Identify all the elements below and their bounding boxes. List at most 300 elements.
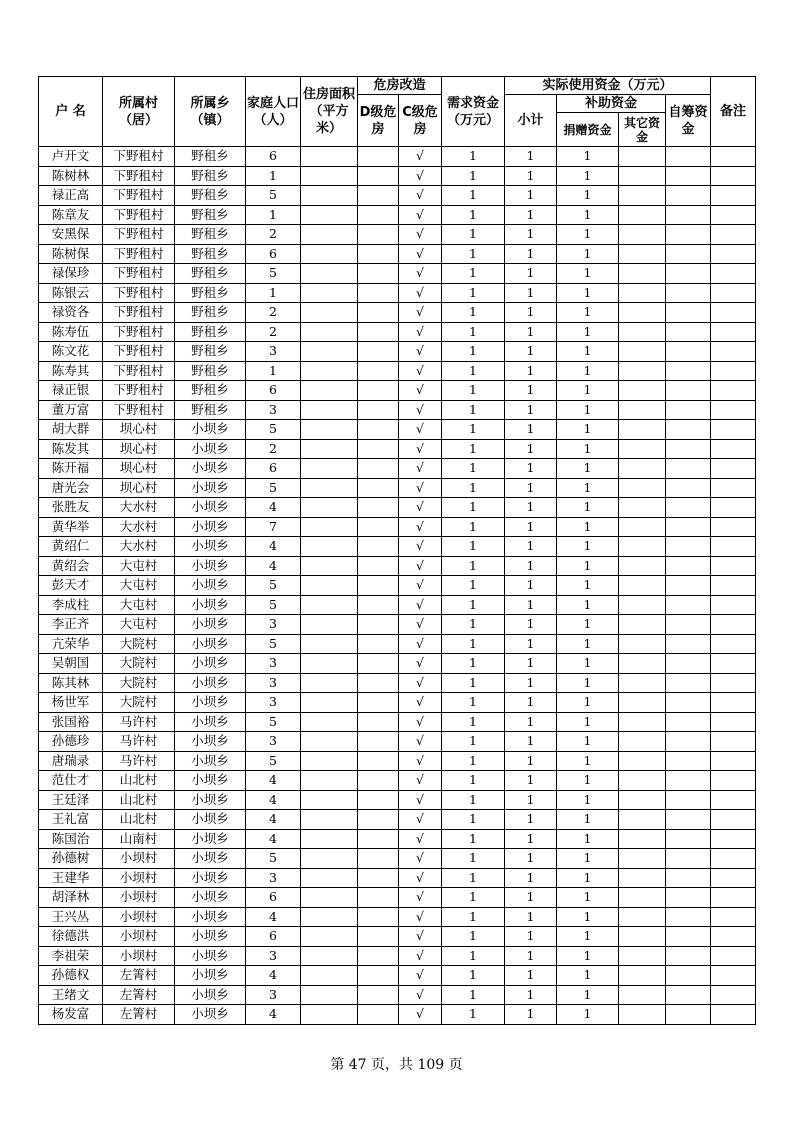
cell-level-c: √: [399, 381, 442, 401]
cell-level-c: √: [399, 829, 442, 849]
cell-subtotal: 1: [505, 673, 557, 693]
cell-demand: 1: [442, 361, 505, 381]
cell-remark: [711, 264, 756, 284]
cell-village: 下野租村: [103, 381, 175, 401]
cell-remark: [711, 244, 756, 264]
table-row: [39, 868, 756, 888]
cell-demand: 1: [442, 595, 505, 615]
cell-level-d: [358, 205, 399, 225]
cell-township: 小坝乡: [175, 712, 246, 732]
cell-population: 6: [246, 459, 301, 479]
cell-level-d: [358, 459, 399, 479]
header-name: 户 名: [39, 77, 103, 147]
table-row: [39, 498, 756, 518]
table-row: [39, 303, 756, 323]
table-row: [39, 712, 756, 732]
cell-township: 野租乡: [175, 381, 246, 401]
cell-area: [301, 595, 358, 615]
cell-name: 王绪文: [39, 985, 103, 1005]
cell-area: [301, 381, 358, 401]
cell-remark: [711, 712, 756, 732]
cell-subtotal: 1: [505, 303, 557, 323]
table-row: [39, 225, 756, 245]
cell-level-c: √: [399, 400, 442, 420]
cell-name: 陈寿其: [39, 361, 103, 381]
cell-area: [301, 576, 358, 596]
cell-township: 小坝乡: [175, 927, 246, 947]
cell-village: 左箐村: [103, 1005, 175, 1025]
cell-other: [619, 498, 666, 518]
cell-township: 野租乡: [175, 166, 246, 186]
cell-subtotal: 1: [505, 868, 557, 888]
cell-name: 黄绍会: [39, 556, 103, 576]
cell-remark: [711, 985, 756, 1005]
cell-name: 陈国治: [39, 829, 103, 849]
cell-area: [301, 771, 358, 791]
cell-village: 小坝村: [103, 927, 175, 947]
cell-township: 小坝乡: [175, 868, 246, 888]
cell-donation: 1: [557, 303, 619, 323]
cell-remark: [711, 771, 756, 791]
cell-other: [619, 907, 666, 927]
table-row: [39, 595, 756, 615]
cell-village: 大屯村: [103, 615, 175, 635]
cell-demand: 1: [442, 498, 505, 518]
cell-other: [619, 634, 666, 654]
cell-demand: 1: [442, 576, 505, 596]
cell-other: [619, 576, 666, 596]
cell-level-d: [358, 556, 399, 576]
header-subtotal: 小计: [505, 95, 557, 147]
cell-village: 下野租村: [103, 322, 175, 342]
cell-demand: 1: [442, 478, 505, 498]
table-row: [39, 732, 756, 752]
cell-level-d: [358, 244, 399, 264]
table-row: [39, 166, 756, 186]
cell-donation: 1: [557, 420, 619, 440]
cell-village: 左箐村: [103, 985, 175, 1005]
cell-remark: [711, 1005, 756, 1025]
cell-demand: 1: [442, 400, 505, 420]
header-demand: 需求资金（万元）: [442, 77, 505, 147]
cell-donation: 1: [557, 1005, 619, 1025]
cell-area: [301, 478, 358, 498]
cell-remark: [711, 439, 756, 459]
cell-demand: 1: [442, 420, 505, 440]
cell-demand: 1: [442, 849, 505, 869]
table-row: [39, 381, 756, 401]
cell-area: [301, 634, 358, 654]
cell-township: 小坝乡: [175, 693, 246, 713]
table-row: [39, 771, 756, 791]
cell-demand: 1: [442, 244, 505, 264]
cell-name: 李祖荣: [39, 946, 103, 966]
cell-self-raised: [666, 225, 711, 245]
cell-name: 李正齐: [39, 615, 103, 635]
table-row: [39, 400, 756, 420]
cell-other: [619, 264, 666, 284]
cell-area: [301, 166, 358, 186]
table-row: [39, 322, 756, 342]
cell-level-d: [358, 537, 399, 557]
cell-self-raised: [666, 361, 711, 381]
cell-subtotal: 1: [505, 186, 557, 206]
cell-remark: [711, 361, 756, 381]
table-body: [39, 147, 756, 1025]
cell-level-d: [358, 751, 399, 771]
cell-self-raised: [666, 712, 711, 732]
cell-village: 小坝村: [103, 888, 175, 908]
cell-village: 左箐村: [103, 966, 175, 986]
cell-demand: 1: [442, 283, 505, 303]
cell-donation: 1: [557, 166, 619, 186]
cell-level-d: [358, 478, 399, 498]
cell-name: 亢荣华: [39, 634, 103, 654]
cell-demand: 1: [442, 322, 505, 342]
cell-population: 4: [246, 907, 301, 927]
cell-township: 野租乡: [175, 225, 246, 245]
cell-population: 5: [246, 595, 301, 615]
cell-area: [301, 810, 358, 830]
cell-remark: [711, 673, 756, 693]
cell-remark: [711, 946, 756, 966]
cell-name: 黄绍仁: [39, 537, 103, 557]
cell-level-d: [358, 283, 399, 303]
cell-self-raised: [666, 147, 711, 167]
cell-donation: 1: [557, 946, 619, 966]
cell-demand: 1: [442, 985, 505, 1005]
cell-village: 下野租村: [103, 147, 175, 167]
cell-subtotal: 1: [505, 361, 557, 381]
cell-remark: [711, 420, 756, 440]
cell-self-raised: [666, 283, 711, 303]
cell-demand: 1: [442, 381, 505, 401]
cell-population: 3: [246, 654, 301, 674]
cell-population: 2: [246, 303, 301, 323]
cell-demand: 1: [442, 654, 505, 674]
cell-level-c: √: [399, 186, 442, 206]
cell-remark: [711, 517, 756, 537]
cell-donation: 1: [557, 186, 619, 206]
cell-self-raised: [666, 634, 711, 654]
cell-population: 4: [246, 537, 301, 557]
cell-donation: 1: [557, 244, 619, 264]
cell-name: 黄华举: [39, 517, 103, 537]
table-row: [39, 478, 756, 498]
cell-other: [619, 225, 666, 245]
cell-level-d: [358, 186, 399, 206]
cell-level-d: [358, 673, 399, 693]
cell-demand: 1: [442, 693, 505, 713]
cell-name: 王廷泽: [39, 790, 103, 810]
cell-name: 张胜友: [39, 498, 103, 518]
cell-other: [619, 693, 666, 713]
cell-demand: 1: [442, 225, 505, 245]
cell-area: [301, 361, 358, 381]
cell-remark: [711, 537, 756, 557]
cell-level-c: √: [399, 790, 442, 810]
cell-subtotal: 1: [505, 907, 557, 927]
cell-level-c: √: [399, 420, 442, 440]
cell-subtotal: 1: [505, 420, 557, 440]
cell-self-raised: [666, 732, 711, 752]
header-donation: 捐赠资金: [557, 113, 619, 147]
cell-name: 彭天才: [39, 576, 103, 596]
cell-donation: 1: [557, 907, 619, 927]
cell-area: [301, 907, 358, 927]
cell-donation: 1: [557, 595, 619, 615]
cell-donation: 1: [557, 751, 619, 771]
cell-population: 5: [246, 576, 301, 596]
cell-other: [619, 537, 666, 557]
cell-population: 2: [246, 225, 301, 245]
cell-township: 野租乡: [175, 400, 246, 420]
cell-area: [301, 888, 358, 908]
cell-township: 野租乡: [175, 244, 246, 264]
cell-subtotal: 1: [505, 283, 557, 303]
cell-remark: [711, 303, 756, 323]
cell-township: 小坝乡: [175, 810, 246, 830]
cell-level-d: [358, 810, 399, 830]
cell-name: 唐光会: [39, 478, 103, 498]
cell-donation: 1: [557, 634, 619, 654]
cell-level-d: [358, 400, 399, 420]
cell-donation: 1: [557, 147, 619, 167]
cell-remark: [711, 186, 756, 206]
cell-demand: 1: [442, 868, 505, 888]
cell-level-c: √: [399, 537, 442, 557]
cell-township: 小坝乡: [175, 615, 246, 635]
cell-donation: 1: [557, 888, 619, 908]
cell-area: [301, 927, 358, 947]
cell-name: 禄正高: [39, 186, 103, 206]
cell-level-c: √: [399, 225, 442, 245]
cell-self-raised: [666, 205, 711, 225]
cell-name: 陈寿伍: [39, 322, 103, 342]
cell-subtotal: 1: [505, 595, 557, 615]
cell-area: [301, 868, 358, 888]
cell-demand: 1: [442, 537, 505, 557]
cell-self-raised: [666, 790, 711, 810]
cell-village: 大水村: [103, 537, 175, 557]
cell-donation: 1: [557, 342, 619, 362]
cell-donation: 1: [557, 712, 619, 732]
cell-other: [619, 810, 666, 830]
cell-donation: 1: [557, 829, 619, 849]
cell-population: 6: [246, 381, 301, 401]
cell-name: 禄资各: [39, 303, 103, 323]
cell-area: [301, 693, 358, 713]
cell-village: 下野租村: [103, 342, 175, 362]
cell-remark: [711, 654, 756, 674]
cell-area: [301, 186, 358, 206]
cell-self-raised: [666, 517, 711, 537]
cell-township: 小坝乡: [175, 498, 246, 518]
cell-level-c: √: [399, 166, 442, 186]
cell-village: 大院村: [103, 634, 175, 654]
cell-level-c: √: [399, 517, 442, 537]
cell-level-c: √: [399, 868, 442, 888]
cell-subtotal: 1: [505, 381, 557, 401]
cell-other: [619, 381, 666, 401]
cell-population: 5: [246, 634, 301, 654]
cell-village: 下野租村: [103, 225, 175, 245]
table-row: [39, 810, 756, 830]
cell-level-d: [358, 927, 399, 947]
cell-area: [301, 615, 358, 635]
cell-level-c: √: [399, 595, 442, 615]
cell-village: 大水村: [103, 517, 175, 537]
cell-area: [301, 498, 358, 518]
cell-area: [301, 829, 358, 849]
cell-level-c: √: [399, 556, 442, 576]
cell-population: 2: [246, 322, 301, 342]
cell-donation: 1: [557, 790, 619, 810]
cell-level-c: √: [399, 439, 442, 459]
cell-demand: 1: [442, 946, 505, 966]
cell-self-raised: [666, 322, 711, 342]
cell-area: [301, 673, 358, 693]
cell-other: [619, 751, 666, 771]
header-township: 所属乡（镇）: [175, 77, 246, 147]
cell-level-c: √: [399, 946, 442, 966]
cell-remark: [711, 615, 756, 635]
cell-demand: 1: [442, 907, 505, 927]
cell-level-d: [358, 888, 399, 908]
cell-level-d: [358, 868, 399, 888]
cell-village: 下野租村: [103, 205, 175, 225]
cell-subtotal: 1: [505, 654, 557, 674]
cell-remark: [711, 283, 756, 303]
cell-other: [619, 849, 666, 869]
table-row: [39, 790, 756, 810]
cell-other: [619, 556, 666, 576]
cell-self-raised: [666, 927, 711, 947]
cell-level-d: [358, 771, 399, 791]
cell-level-d: [358, 615, 399, 635]
cell-other: [619, 439, 666, 459]
cell-level-c: √: [399, 966, 442, 986]
cell-donation: 1: [557, 478, 619, 498]
cell-level-c: √: [399, 244, 442, 264]
cell-area: [301, 459, 358, 479]
cell-remark: [711, 732, 756, 752]
cell-remark: [711, 225, 756, 245]
cell-level-c: √: [399, 576, 442, 596]
cell-self-raised: [666, 400, 711, 420]
cell-township: 小坝乡: [175, 888, 246, 908]
cell-name: 王建华: [39, 868, 103, 888]
cell-level-c: √: [399, 459, 442, 479]
cell-donation: 1: [557, 849, 619, 869]
cell-donation: 1: [557, 673, 619, 693]
cell-village: 大院村: [103, 654, 175, 674]
cell-demand: 1: [442, 1005, 505, 1025]
cell-level-d: [358, 576, 399, 596]
cell-remark: [711, 693, 756, 713]
cell-area: [301, 732, 358, 752]
cell-village: 坝心村: [103, 439, 175, 459]
cell-demand: 1: [442, 829, 505, 849]
cell-name: 杨发富: [39, 1005, 103, 1025]
cell-population: 6: [246, 244, 301, 264]
cell-area: [301, 517, 358, 537]
cell-area: [301, 946, 358, 966]
cell-remark: [711, 400, 756, 420]
cell-self-raised: [666, 888, 711, 908]
cell-self-raised: [666, 693, 711, 713]
cell-self-raised: [666, 1005, 711, 1025]
cell-level-d: [358, 322, 399, 342]
cell-village: 山北村: [103, 790, 175, 810]
cell-population: 1: [246, 283, 301, 303]
cell-name: 陈开福: [39, 459, 103, 479]
cell-township: 小坝乡: [175, 654, 246, 674]
cell-name: 李成柱: [39, 595, 103, 615]
cell-demand: 1: [442, 771, 505, 791]
cell-self-raised: [666, 166, 711, 186]
cell-population: 4: [246, 556, 301, 576]
cell-name: 陈树保: [39, 244, 103, 264]
cell-area: [301, 966, 358, 986]
cell-village: 马许村: [103, 751, 175, 771]
table-row: [39, 615, 756, 635]
header-remark: 备注: [711, 77, 756, 147]
cell-name: 王兴丛: [39, 907, 103, 927]
cell-level-c: √: [399, 673, 442, 693]
cell-subtotal: 1: [505, 439, 557, 459]
cell-demand: 1: [442, 166, 505, 186]
table-row: [39, 517, 756, 537]
cell-self-raised: [666, 537, 711, 557]
cell-village: 小坝村: [103, 849, 175, 869]
cell-name: 徐德洪: [39, 927, 103, 947]
cell-level-c: √: [399, 732, 442, 752]
cell-township: 小坝乡: [175, 537, 246, 557]
cell-village: 马许村: [103, 712, 175, 732]
cell-self-raised: [666, 478, 711, 498]
cell-level-d: [358, 498, 399, 518]
cell-township: 小坝乡: [175, 1005, 246, 1025]
cell-township: 野租乡: [175, 147, 246, 167]
cell-subtotal: 1: [505, 478, 557, 498]
cell-remark: [711, 166, 756, 186]
cell-remark: [711, 498, 756, 518]
cell-self-raised: [666, 907, 711, 927]
cell-population: 2: [246, 439, 301, 459]
cell-donation: 1: [557, 732, 619, 752]
cell-level-c: √: [399, 985, 442, 1005]
cell-village: 大屯村: [103, 595, 175, 615]
cell-name: 陈其林: [39, 673, 103, 693]
cell-donation: 1: [557, 810, 619, 830]
cell-township: 小坝乡: [175, 576, 246, 596]
cell-township: 小坝乡: [175, 439, 246, 459]
cell-population: 5: [246, 712, 301, 732]
cell-population: 4: [246, 771, 301, 791]
cell-population: 6: [246, 927, 301, 947]
table-row: [39, 459, 756, 479]
cell-level-d: [358, 147, 399, 167]
cell-donation: 1: [557, 322, 619, 342]
cell-subtotal: 1: [505, 732, 557, 752]
cell-village: 小坝村: [103, 946, 175, 966]
table-row: [39, 264, 756, 284]
cell-level-d: [358, 517, 399, 537]
cell-population: 4: [246, 810, 301, 830]
cell-other: [619, 205, 666, 225]
cell-subtotal: 1: [505, 537, 557, 557]
